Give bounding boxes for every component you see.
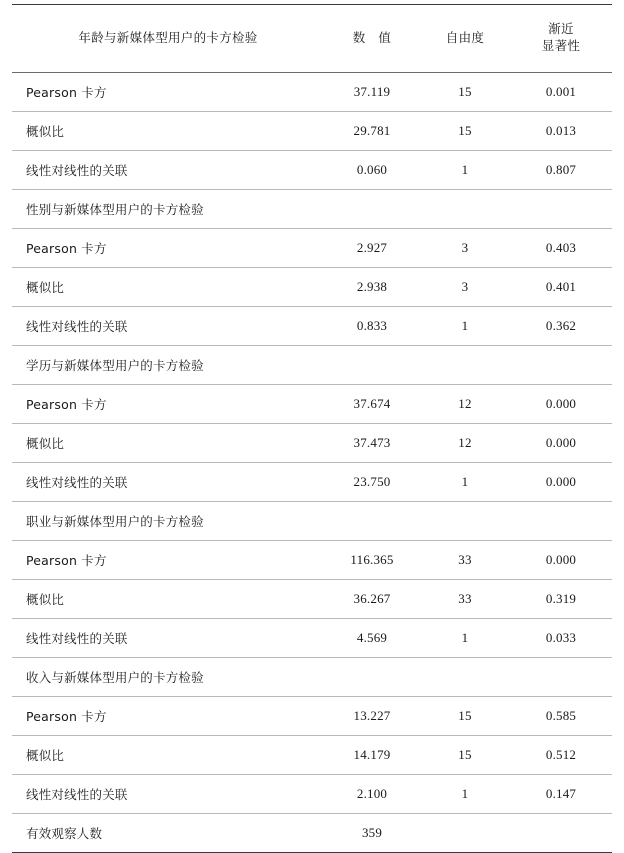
row-df: 1 — [420, 151, 510, 190]
row-df — [420, 190, 510, 229]
table-row — [12, 307, 612, 346]
table-header — [12, 5, 612, 73]
row-value: 29.781 — [324, 112, 420, 151]
row-significance: 0.585 — [510, 697, 612, 736]
row-label: 概似比 — [12, 268, 324, 307]
table-row — [12, 619, 612, 658]
row-label: Pearson 卡方 — [12, 229, 324, 268]
row-value: 36.267 — [324, 580, 420, 619]
row-label: Pearson 卡方 — [12, 385, 324, 424]
row-label: 线性对线性的关联 — [12, 619, 324, 658]
row-df — [420, 502, 510, 541]
row-df: 1 — [420, 619, 510, 658]
row-label: 概似比 — [12, 112, 324, 151]
row-df — [420, 658, 510, 697]
row-value: 2.927 — [324, 229, 420, 268]
table-header-row — [12, 5, 612, 73]
row-df: 15 — [420, 697, 510, 736]
row-significance: 0.319 — [510, 580, 612, 619]
table-row — [12, 346, 612, 385]
row-significance: 0.000 — [510, 385, 612, 424]
row-significance — [510, 502, 612, 541]
table-row — [12, 580, 612, 619]
row-df: 15 — [420, 112, 510, 151]
table-row — [12, 502, 612, 541]
row-df: 12 — [420, 385, 510, 424]
document-page — [0, 4, 624, 841]
row-value: 14.179 — [324, 736, 420, 775]
row-significance: 0.403 — [510, 229, 612, 268]
row-value: 116.365 — [324, 541, 420, 580]
row-df: 15 — [420, 736, 510, 775]
row-group-label: 学历与新媒体型用户的卡方检验 — [12, 346, 324, 385]
row-significance: 0.512 — [510, 736, 612, 775]
row-label: 有效观察人数 — [12, 814, 324, 853]
row-value — [324, 346, 420, 385]
row-significance: 0.001 — [510, 73, 612, 112]
column-header-significance — [510, 5, 612, 73]
table-row — [12, 268, 612, 307]
row-significance: 0.000 — [510, 463, 612, 502]
row-significance: 0.147 — [510, 775, 612, 814]
row-significance — [510, 346, 612, 385]
column-header-value: 数 值 — [324, 5, 420, 73]
row-value: 0.060 — [324, 151, 420, 190]
table-row — [12, 541, 612, 580]
table-row — [12, 736, 612, 775]
row-significance: 0.401 — [510, 268, 612, 307]
row-group-label: 收入与新媒体型用户的卡方检验 — [12, 658, 324, 697]
row-value: 37.674 — [324, 385, 420, 424]
row-df — [420, 814, 510, 853]
table-row — [12, 658, 612, 697]
row-label: 线性对线性的关联 — [12, 463, 324, 502]
row-value: 37.473 — [324, 424, 420, 463]
row-label: 概似比 — [12, 424, 324, 463]
table-row — [12, 775, 612, 814]
row-label: 线性对线性的关联 — [12, 775, 324, 814]
table-row — [12, 814, 612, 853]
row-significance: 0.013 — [510, 112, 612, 151]
row-df: 1 — [420, 463, 510, 502]
table-row — [12, 151, 612, 190]
row-value: 0.833 — [324, 307, 420, 346]
row-df: 3 — [420, 229, 510, 268]
row-df: 12 — [420, 424, 510, 463]
row-significance: 0.000 — [510, 424, 612, 463]
row-value: 13.227 — [324, 697, 420, 736]
row-significance: 0.033 — [510, 619, 612, 658]
row-df: 1 — [420, 307, 510, 346]
row-label: 线性对线性的关联 — [12, 307, 324, 346]
row-label: 概似比 — [12, 580, 324, 619]
row-df: 15 — [420, 73, 510, 112]
column-header-significance-line2: 显著性 — [541, 38, 581, 53]
row-value — [324, 190, 420, 229]
row-value: 2.100 — [324, 775, 420, 814]
row-df: 33 — [420, 541, 510, 580]
table-body — [12, 73, 612, 853]
row-value: 4.569 — [324, 619, 420, 658]
table-row — [12, 697, 612, 736]
column-header-significance-line1: 渐近 — [548, 21, 574, 37]
table-row — [12, 190, 612, 229]
chi-square-results-table — [12, 4, 612, 853]
row-label: Pearson 卡方 — [12, 541, 324, 580]
row-df: 3 — [420, 268, 510, 307]
row-value: 23.750 — [324, 463, 420, 502]
table-row — [12, 229, 612, 268]
table-row — [12, 385, 612, 424]
row-value: 359 — [324, 814, 420, 853]
row-significance — [510, 658, 612, 697]
row-value — [324, 658, 420, 697]
row-value: 37.119 — [324, 73, 420, 112]
row-label: Pearson 卡方 — [12, 697, 324, 736]
row-group-label: 职业与新媒体型用户的卡方检验 — [12, 502, 324, 541]
row-df: 33 — [420, 580, 510, 619]
row-group-label: 性别与新媒体型用户的卡方检验 — [12, 190, 324, 229]
column-header-label: 年龄与新媒体型用户的卡方检验 — [12, 5, 324, 73]
row-label: 线性对线性的关联 — [12, 151, 324, 190]
row-significance: 0.000 — [510, 541, 612, 580]
row-value: 2.938 — [324, 268, 420, 307]
table-row — [12, 73, 612, 112]
row-significance: 0.807 — [510, 151, 612, 190]
table-row — [12, 463, 612, 502]
column-header-df: 自由度 — [420, 5, 510, 73]
table-row — [12, 424, 612, 463]
row-label: 概似比 — [12, 736, 324, 775]
row-label: Pearson 卡方 — [12, 73, 324, 112]
row-significance — [510, 190, 612, 229]
row-value — [324, 502, 420, 541]
table-row — [12, 112, 612, 151]
row-df: 1 — [420, 775, 510, 814]
row-significance: 0.362 — [510, 307, 612, 346]
row-significance — [510, 814, 612, 853]
row-df — [420, 346, 510, 385]
